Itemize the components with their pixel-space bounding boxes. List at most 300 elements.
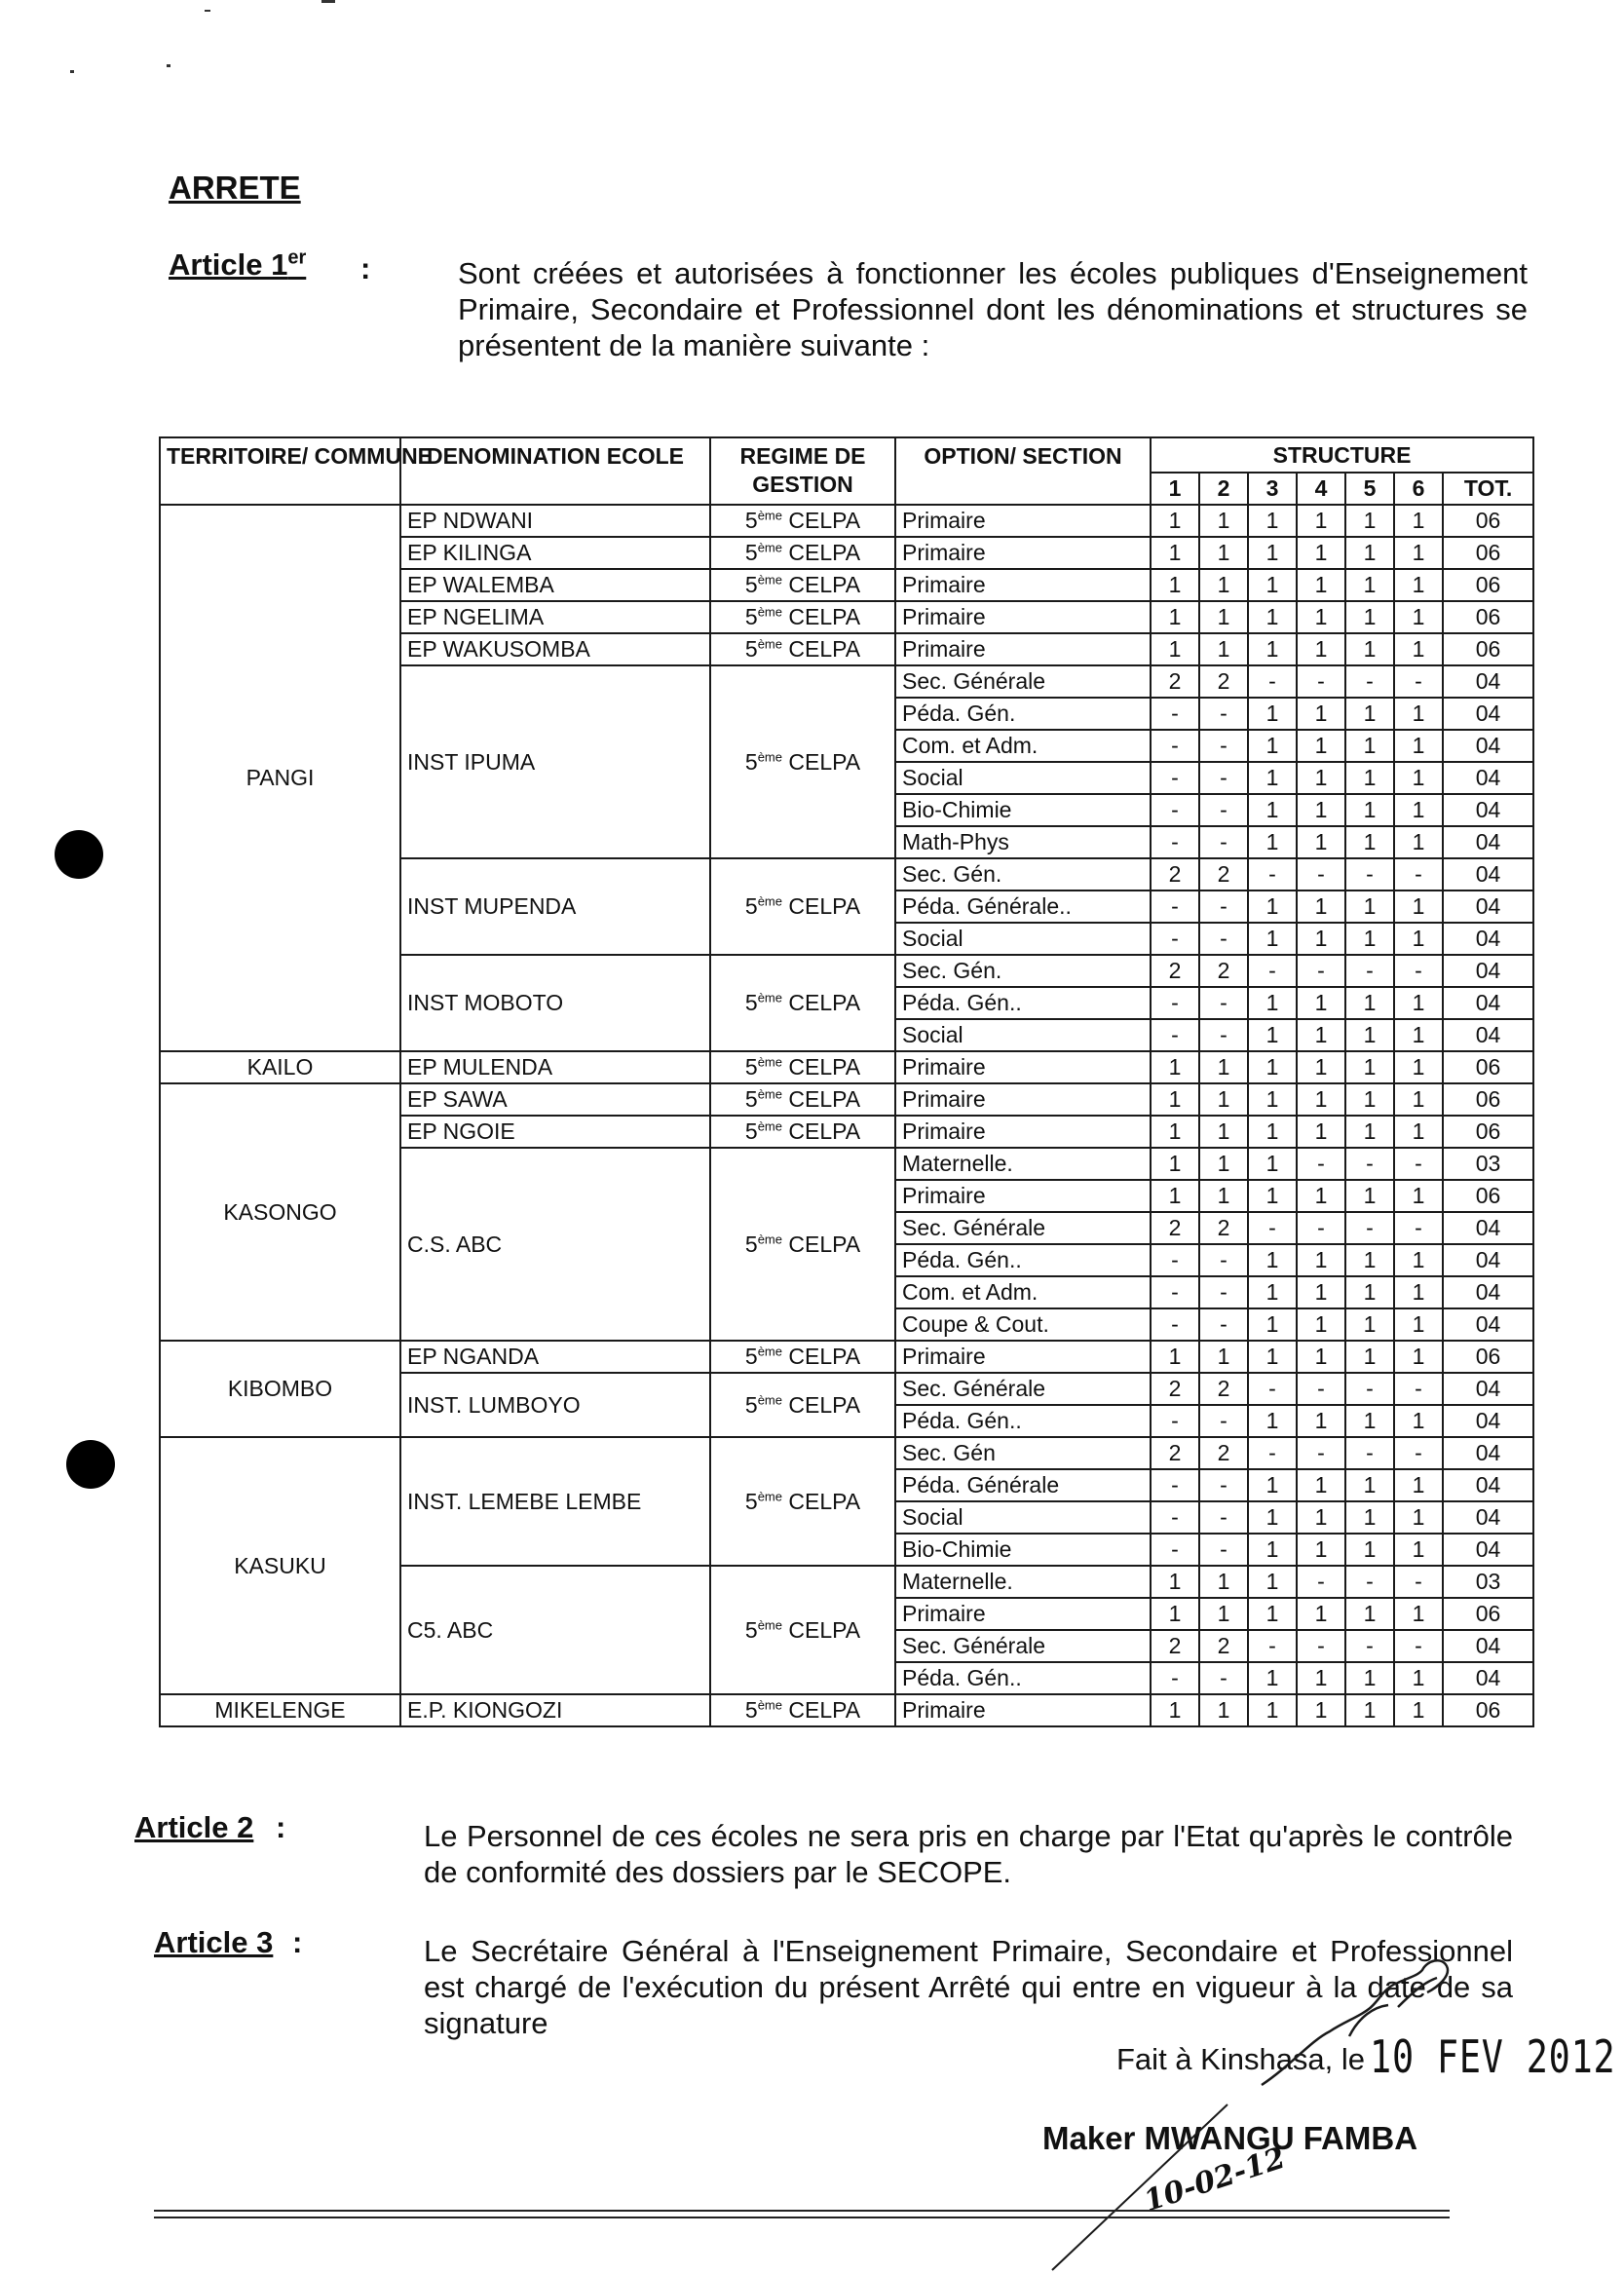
option-cell: Sec. Générale <box>895 665 1151 698</box>
class-1-cell: - <box>1151 794 1199 826</box>
option-cell: Primaire <box>895 601 1151 633</box>
regime-cell <box>710 1341 895 1373</box>
regime-suffix: CELPA <box>788 1054 861 1080</box>
regime-suffix: CELPA <box>788 572 861 597</box>
class-3-cell: 1 <box>1248 569 1297 601</box>
class-5-cell: - <box>1345 955 1394 987</box>
class-2-cell: - <box>1199 987 1248 1019</box>
total-cell: 04 <box>1443 665 1533 698</box>
class-5-cell: - <box>1345 1566 1394 1598</box>
class-6-cell: - <box>1394 1630 1443 1662</box>
regime-cell <box>710 1566 895 1694</box>
class-6-cell: 1 <box>1394 1244 1443 1276</box>
class-3-cell: - <box>1248 1437 1297 1469</box>
class-6-cell: 1 <box>1394 1405 1443 1437</box>
class-3-cell: - <box>1248 665 1297 698</box>
class-1-cell: - <box>1151 1534 1199 1566</box>
class-3-cell: 1 <box>1248 1308 1297 1341</box>
option-cell: Primaire <box>895 1180 1151 1212</box>
option-cell: Social <box>895 762 1151 794</box>
total-cell: 03 <box>1443 1148 1533 1180</box>
territory-cell: KASONGO <box>160 1083 400 1341</box>
class-4-cell: 1 <box>1297 601 1345 633</box>
class-2-cell: - <box>1199 762 1248 794</box>
class-3-cell: - <box>1248 1630 1297 1662</box>
class-6-cell: 1 <box>1394 987 1443 1019</box>
class-5-cell: 1 <box>1345 730 1394 762</box>
header-class-1: 1 <box>1151 473 1199 505</box>
class-4-cell: 1 <box>1297 762 1345 794</box>
class-5-cell: 1 <box>1345 1276 1394 1308</box>
option-cell: Primaire <box>895 1116 1151 1148</box>
regime-cell <box>710 1694 895 1726</box>
class-3-cell: 1 <box>1248 1019 1297 1051</box>
total-cell: 04 <box>1443 1405 1533 1437</box>
option-cell: Social <box>895 1501 1151 1534</box>
place-date-line: Fait à Kinshasa, le <box>1116 2042 1366 2076</box>
class-4-cell: 1 <box>1297 505 1345 537</box>
option-cell: Sec. Générale <box>895 1373 1151 1405</box>
regime-sup: ème <box>757 893 782 909</box>
class-1-cell: 1 <box>1151 1180 1199 1212</box>
regime-suffix: CELPA <box>788 1344 861 1369</box>
regime-cell <box>710 1373 895 1437</box>
class-1-cell: 1 <box>1151 1566 1199 1598</box>
option-cell: Primaire <box>895 633 1151 665</box>
class-2-cell: 2 <box>1199 858 1248 891</box>
class-4-cell: 1 <box>1297 923 1345 955</box>
header-class-6: 6 <box>1394 473 1443 505</box>
header-option: OPTION/ SECTION <box>895 437 1151 505</box>
class-3-cell: 1 <box>1248 1598 1297 1630</box>
class-1-cell: - <box>1151 1019 1199 1051</box>
class-6-cell: 1 <box>1394 794 1443 826</box>
regime-cell <box>710 601 895 633</box>
class-1-cell: - <box>1151 1276 1199 1308</box>
class-4-cell: 1 <box>1297 1534 1345 1566</box>
class-2-cell: 2 <box>1199 1630 1248 1662</box>
class-4-cell: 1 <box>1297 1019 1345 1051</box>
regime-sup: ème <box>757 540 782 555</box>
total-cell: 06 <box>1443 1694 1533 1726</box>
class-4-cell: 1 <box>1297 1244 1345 1276</box>
option-cell: Primaire <box>895 1083 1151 1116</box>
class-5-cell: 1 <box>1345 1598 1394 1630</box>
regime-cell <box>710 1437 895 1566</box>
regime-prefix: 5 <box>744 604 758 629</box>
class-1-cell: 1 <box>1151 1598 1199 1630</box>
class-5-cell: 1 <box>1345 698 1394 730</box>
regime-prefix: 5 <box>744 1697 758 1723</box>
class-5-cell: - <box>1345 1373 1394 1405</box>
class-1-cell: - <box>1151 987 1199 1019</box>
total-cell: 04 <box>1443 1469 1533 1501</box>
class-1-cell: 2 <box>1151 858 1199 891</box>
regime-cell <box>710 665 895 858</box>
class-4-cell: - <box>1297 1437 1345 1469</box>
class-5-cell: 1 <box>1345 1116 1394 1148</box>
class-4-cell: 1 <box>1297 891 1345 923</box>
class-6-cell: 1 <box>1394 537 1443 569</box>
total-cell: 04 <box>1443 1630 1533 1662</box>
class-2-cell: 2 <box>1199 1212 1248 1244</box>
class-2-cell: - <box>1199 1469 1248 1501</box>
class-5-cell: - <box>1345 1148 1394 1180</box>
regime-cell <box>710 1116 895 1148</box>
article-3-text: Le Secrétaire Général à l'Enseignement Primaire, Secondaire et Professionnel est chargé de l'exécution du présent Arrêté qui entre en vigueur à la date de sa signature <box>424 1934 1513 2040</box>
signatory-name: Maker MWANGU FAMBA <box>1042 2120 1418 2156</box>
total-cell: 04 <box>1443 987 1533 1019</box>
class-1-cell: 1 <box>1151 505 1199 537</box>
class-2-cell: - <box>1199 1501 1248 1534</box>
class-5-cell: 1 <box>1345 1308 1394 1341</box>
option-cell: Sec. Gén. <box>895 955 1151 987</box>
class-3-cell: 1 <box>1248 1501 1297 1534</box>
page-title: ARRETE <box>169 170 301 206</box>
table-row <box>160 1341 1533 1373</box>
class-6-cell: 1 <box>1394 762 1443 794</box>
class-1-cell: - <box>1151 1469 1199 1501</box>
class-6-cell: 1 <box>1394 891 1443 923</box>
total-cell: 06 <box>1443 601 1533 633</box>
class-6-cell: 1 <box>1394 1276 1443 1308</box>
regime-prefix: 5 <box>744 748 758 775</box>
regime-sup: ème <box>757 1054 782 1070</box>
school-name-cell: E.P. KIONGOZI <box>400 1694 710 1726</box>
class-4-cell: - <box>1297 665 1345 698</box>
class-6-cell: 1 <box>1394 1469 1443 1501</box>
class-4-cell: 1 <box>1297 698 1345 730</box>
class-3-cell: 1 <box>1248 1244 1297 1276</box>
total-cell: 04 <box>1443 1212 1533 1244</box>
class-6-cell: 1 <box>1394 1083 1443 1116</box>
class-3-cell: 1 <box>1248 1694 1297 1726</box>
school-name-cell: INST. LEMEBE LEMBE <box>400 1437 710 1566</box>
class-2-cell: 2 <box>1199 955 1248 987</box>
class-4-cell: - <box>1297 955 1345 987</box>
regime-prefix: 5 <box>744 1086 758 1112</box>
option-cell: Primaire <box>895 505 1151 537</box>
option-cell: Primaire <box>895 569 1151 601</box>
regime-prefix: 5 <box>744 990 758 1015</box>
class-6-cell: - <box>1394 1437 1443 1469</box>
article-2-label <box>134 1810 253 1845</box>
class-5-cell: 1 <box>1345 537 1394 569</box>
class-6-cell: 1 <box>1394 1180 1443 1212</box>
regime-cell <box>710 1148 895 1341</box>
option-cell: Bio-Chimie <box>895 794 1151 826</box>
class-3-cell: 1 <box>1248 1180 1297 1212</box>
header-class-5: 5 <box>1345 473 1394 505</box>
regime-sup: ème <box>757 1488 782 1503</box>
total-cell: 04 <box>1443 826 1533 858</box>
class-6-cell: 1 <box>1394 505 1443 537</box>
total-cell: 06 <box>1443 633 1533 665</box>
class-5-cell: - <box>1345 1437 1394 1469</box>
class-4-cell: 1 <box>1297 1276 1345 1308</box>
school-name-cell: INST MOBOTO <box>400 955 710 1051</box>
regime-suffix: CELPA <box>788 1086 861 1112</box>
class-6-cell: 1 <box>1394 569 1443 601</box>
class-2-cell: 1 <box>1199 505 1248 537</box>
class-5-cell: 1 <box>1345 505 1394 537</box>
class-1-cell: - <box>1151 1405 1199 1437</box>
regime-prefix: 5 <box>744 508 758 533</box>
class-1-cell: - <box>1151 923 1199 955</box>
class-3-cell: 1 <box>1248 1148 1297 1180</box>
header-tot: TOT. <box>1443 473 1533 505</box>
option-cell: Maternelle. <box>895 1566 1151 1598</box>
class-5-cell: 1 <box>1345 601 1394 633</box>
option-cell: Péda. Gén.. <box>895 1244 1151 1276</box>
class-1-cell: 2 <box>1151 665 1199 698</box>
class-4-cell: 1 <box>1297 794 1345 826</box>
option-cell: Com. et Adm. <box>895 1276 1151 1308</box>
class-4-cell: 1 <box>1297 1598 1345 1630</box>
class-2-cell: - <box>1199 794 1248 826</box>
class-2-cell: 1 <box>1199 1598 1248 1630</box>
class-1-cell: 2 <box>1151 1630 1199 1662</box>
class-2-cell: 1 <box>1199 1148 1248 1180</box>
regime-prefix: 5 <box>744 1391 758 1418</box>
option-cell: Péda. Générale.. <box>895 891 1151 923</box>
class-5-cell: 1 <box>1345 1341 1394 1373</box>
regime-prefix: 5 <box>744 893 758 919</box>
total-cell: 06 <box>1443 505 1533 537</box>
article-1-label-text: Article 1 <box>169 247 288 283</box>
class-3-cell: 1 <box>1248 601 1297 633</box>
article-2-colon: : <box>276 1810 286 1844</box>
class-3-cell: 1 <box>1248 1662 1297 1694</box>
class-1-cell: 1 <box>1151 601 1199 633</box>
option-cell: Social <box>895 923 1151 955</box>
class-6-cell: - <box>1394 1566 1443 1598</box>
class-2-cell: 1 <box>1199 1051 1248 1083</box>
class-6-cell: 1 <box>1394 1694 1443 1726</box>
option-cell: Sec. Gén. <box>895 858 1151 891</box>
class-2-cell: - <box>1199 1308 1248 1341</box>
class-4-cell: - <box>1297 1212 1345 1244</box>
option-cell: Bio-Chimie <box>895 1534 1151 1566</box>
class-3-cell: 1 <box>1248 1534 1297 1566</box>
total-cell: 04 <box>1443 794 1533 826</box>
school-name-cell: EP KILINGA <box>400 537 710 569</box>
class-5-cell: 1 <box>1345 1501 1394 1534</box>
article-1-label <box>169 247 306 283</box>
class-4-cell: - <box>1297 1630 1345 1662</box>
article-3-label-text: Article 3 <box>154 1925 274 1959</box>
article-2-label-text: Article 2 <box>134 1810 254 1844</box>
regime-cell <box>710 1051 895 1083</box>
class-1-cell: - <box>1151 1308 1199 1341</box>
school-name-cell: INST IPUMA <box>400 665 710 858</box>
regime-prefix: 5 <box>744 1118 758 1144</box>
class-4-cell: 1 <box>1297 1694 1345 1726</box>
regime-suffix: CELPA <box>788 1118 861 1144</box>
class-6-cell: 1 <box>1394 633 1443 665</box>
regime-prefix: 5 <box>744 1616 758 1643</box>
class-2-cell: 1 <box>1199 569 1248 601</box>
regime-sup: ème <box>757 636 782 652</box>
article-1-text: Sont créées et autorisées à fonctionner les écoles publiques d'Enseignement Primaire, Secondaire et Professionnel dont les dénominations et structures se présentent de la manière suivante : <box>458 256 1528 362</box>
class-5-cell: - <box>1345 1212 1394 1244</box>
option-cell: Péda. Gén.. <box>895 1405 1151 1437</box>
class-2-cell: 1 <box>1199 1566 1248 1598</box>
regime-sup: ème <box>757 990 782 1005</box>
date-stamp: 10 FEV 2012 <box>1370 2030 1616 2083</box>
total-cell: 04 <box>1443 1019 1533 1051</box>
class-5-cell: 1 <box>1345 762 1394 794</box>
regime-prefix: 5 <box>744 1488 758 1514</box>
class-5-cell: 1 <box>1345 1051 1394 1083</box>
table-row <box>160 1083 1533 1116</box>
class-5-cell: - <box>1345 665 1394 698</box>
regime-suffix: CELPA <box>788 1391 861 1418</box>
article-1-colon: : <box>360 251 371 285</box>
total-cell: 06 <box>1443 1180 1533 1212</box>
class-4-cell: 1 <box>1297 537 1345 569</box>
class-6-cell: 1 <box>1394 923 1443 955</box>
class-6-cell: - <box>1394 955 1443 987</box>
class-2-cell: 2 <box>1199 1437 1248 1469</box>
class-1-cell: - <box>1151 762 1199 794</box>
class-2-cell: 1 <box>1199 601 1248 633</box>
option-cell: Primaire <box>895 1598 1151 1630</box>
total-cell: 04 <box>1443 1662 1533 1694</box>
regime-suffix: CELPA <box>788 540 861 565</box>
class-4-cell: - <box>1297 1373 1345 1405</box>
option-cell: Sec. Gén <box>895 1437 1151 1469</box>
option-cell: Maternelle. <box>895 1148 1151 1180</box>
class-5-cell: - <box>1345 1630 1394 1662</box>
class-2-cell: - <box>1199 730 1248 762</box>
table-row <box>160 1051 1533 1083</box>
total-cell: 04 <box>1443 1308 1533 1341</box>
total-cell: 04 <box>1443 1501 1533 1534</box>
total-cell: 06 <box>1443 1116 1533 1148</box>
school-name-cell: EP NGANDA <box>400 1341 710 1373</box>
class-6-cell: 1 <box>1394 730 1443 762</box>
class-3-cell: 1 <box>1248 505 1297 537</box>
regime-suffix: CELPA <box>788 990 861 1015</box>
class-3-cell: 1 <box>1248 1469 1297 1501</box>
class-5-cell: 1 <box>1345 891 1394 923</box>
regime-prefix: 5 <box>744 540 758 565</box>
class-6-cell: 1 <box>1394 826 1443 858</box>
class-2-cell: - <box>1199 1534 1248 1566</box>
class-6-cell: 1 <box>1394 1534 1443 1566</box>
option-cell: Math-Phys <box>895 826 1151 858</box>
class-4-cell: 1 <box>1297 1308 1345 1341</box>
option-cell: Sec. Générale <box>895 1212 1151 1244</box>
class-4-cell: 1 <box>1297 1469 1345 1501</box>
option-cell: Social <box>895 1019 1151 1051</box>
class-6-cell: - <box>1394 858 1443 891</box>
class-3-cell: 1 <box>1248 537 1297 569</box>
class-3-cell: - <box>1248 1373 1297 1405</box>
regime-suffix: CELPA <box>788 1697 861 1723</box>
class-4-cell: - <box>1297 1148 1345 1180</box>
class-2-cell: 1 <box>1199 1180 1248 1212</box>
regime-suffix: CELPA <box>788 604 861 629</box>
class-4-cell: 1 <box>1297 1341 1345 1373</box>
class-4-cell: - <box>1297 1566 1345 1598</box>
class-1-cell: 1 <box>1151 1116 1199 1148</box>
regime-prefix: 5 <box>744 572 758 597</box>
class-3-cell: 1 <box>1248 762 1297 794</box>
regime-cell <box>710 569 895 601</box>
class-1-cell: 1 <box>1151 537 1199 569</box>
class-1-cell: - <box>1151 891 1199 923</box>
class-2-cell: - <box>1199 1019 1248 1051</box>
option-cell: Péda. Gén.. <box>895 1662 1151 1694</box>
total-cell: 06 <box>1443 1598 1533 1630</box>
school-name-cell: EP SAWA <box>400 1083 710 1116</box>
header-class-3: 3 <box>1248 473 1297 505</box>
class-6-cell: - <box>1394 1148 1443 1180</box>
class-4-cell: 1 <box>1297 1051 1345 1083</box>
class-5-cell: 1 <box>1345 987 1394 1019</box>
regime-suffix: CELPA <box>788 1488 861 1514</box>
total-cell: 04 <box>1443 891 1533 923</box>
class-2-cell: 1 <box>1199 537 1248 569</box>
class-2-cell: - <box>1199 1244 1248 1276</box>
territory-cell: MIKELENGE <box>160 1694 400 1726</box>
class-2-cell: - <box>1199 1405 1248 1437</box>
header-denomination: DENOMINATION ECOLE <box>400 437 710 505</box>
article-3-colon: : <box>292 1925 303 1959</box>
school-name-cell: EP WALEMBA <box>400 569 710 601</box>
header-regime: REGIME DE GESTION <box>710 437 895 505</box>
class-5-cell: 1 <box>1345 1083 1394 1116</box>
class-3-cell: 1 <box>1248 1051 1297 1083</box>
punch-hole <box>66 1440 115 1489</box>
territory-cell: PANGI <box>160 505 400 1051</box>
total-cell: 06 <box>1443 569 1533 601</box>
regime-cell <box>710 858 895 955</box>
class-3-cell: 1 <box>1248 1566 1297 1598</box>
total-cell: 04 <box>1443 858 1533 891</box>
total-cell: 06 <box>1443 1341 1533 1373</box>
regime-suffix: CELPA <box>788 1231 861 1257</box>
class-2-cell: - <box>1199 698 1248 730</box>
option-cell: Péda. Gén. <box>895 698 1151 730</box>
class-3-cell: - <box>1248 955 1297 987</box>
school-name-cell: EP NGOIE <box>400 1116 710 1148</box>
article-2-text: Le Personnel de ces écoles ne sera pris en charge par l'Etat qu'après le contrôle de conformité des dossiers par le SECOPE. <box>424 1819 1513 1889</box>
option-cell: Primaire <box>895 537 1151 569</box>
school-name-cell: C5. ABC <box>400 1566 710 1694</box>
option-cell: Péda. Gén.. <box>895 987 1151 1019</box>
class-3-cell: 1 <box>1248 1083 1297 1116</box>
total-cell: 06 <box>1443 1051 1533 1083</box>
class-5-cell: 1 <box>1345 1469 1394 1501</box>
territory-cell: KAILO <box>160 1051 400 1083</box>
class-1-cell: 1 <box>1151 1148 1199 1180</box>
regime-sup: ème <box>757 508 782 523</box>
class-4-cell: 1 <box>1297 730 1345 762</box>
class-1-cell: 1 <box>1151 633 1199 665</box>
header-class-4: 4 <box>1297 473 1345 505</box>
school-name-cell: EP NGELIMA <box>400 601 710 633</box>
regime-sup: ème <box>757 748 782 764</box>
class-4-cell: 1 <box>1297 569 1345 601</box>
scan-speck <box>205 10 210 12</box>
regime-cell <box>710 1083 895 1116</box>
class-5-cell: 1 <box>1345 826 1394 858</box>
class-2-cell: - <box>1199 826 1248 858</box>
class-3-cell: - <box>1248 858 1297 891</box>
